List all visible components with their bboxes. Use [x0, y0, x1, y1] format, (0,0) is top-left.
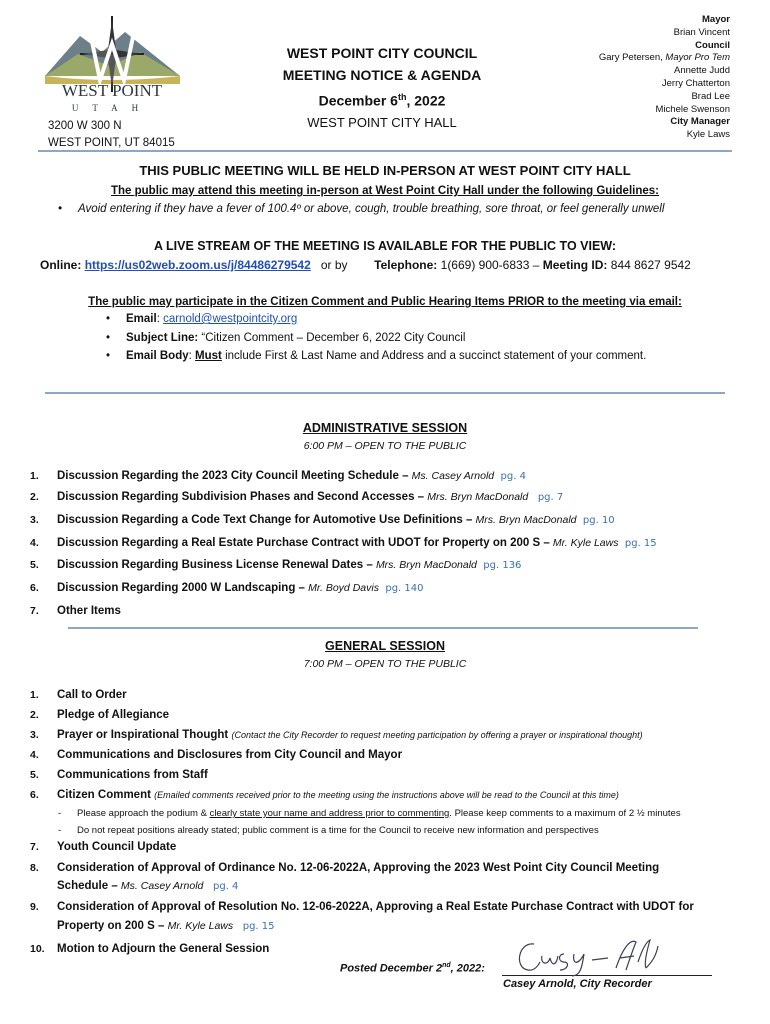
general-item: 5. Communications from Staff: [30, 769, 208, 781]
zoom-link[interactable]: https://us02web.zoom.us/j/84486279542: [84, 258, 311, 272]
general-item: 8. Consideration of Approval of Ordinance No. 12-06-2022A, Approving the 2023 West Point City Council Meeting: [30, 862, 660, 874]
citizen-comment-rule: - Do not repeat positions already stated; public comment is a time for the Council to receive new information and perspectives: [58, 825, 599, 836]
meeting-id: 844 8627 9542: [610, 258, 691, 272]
council-member: Brad Lee: [691, 90, 730, 102]
email-body-line: • Email Body: Must include First & Last Name and Address and a succinct statement of your comment.: [106, 350, 647, 362]
email-subject-line: • Subject Line: “Citizen Comment – December 6, 2022 City Council: [106, 332, 466, 344]
general-item: 1. Call to Order: [30, 689, 127, 701]
title-notice: MEETING NOTICE & AGENDA: [282, 67, 482, 83]
general-item: 2. Pledge of Allegiance: [30, 709, 170, 721]
admin-item: 4. Discussion Regarding a Real Estate Purchase Contract with UDOT for Property on 200 S – Mr. Kyle Laws pg. 15: [30, 537, 657, 549]
admin-divider: [68, 627, 698, 629]
title-council: WEST POINT CITY COUNCIL: [286, 45, 478, 61]
general-item: 9. Consideration of Approval of Resolution No. 12-06-2022A, Approving a Real Estate Purchase Contract with UDOT for: [30, 901, 694, 913]
email-intro: The public may participate in the Citizen Comment and Public Hearing Items PRIOR to the meeting via email:: [88, 296, 682, 308]
council-member: Jerry Chatterton: [661, 77, 730, 89]
general-item-continued: Schedule – Ms. Casey Arnold pg. 4: [57, 880, 239, 892]
meeting-date: December 6th, 2022: [318, 92, 446, 109]
general-session-heading: GENERAL SESSION: [325, 639, 445, 653]
admin-item: 6. Discussion Regarding 2000 W Landscaping – Mr. Boyd Davis pg. 140: [30, 582, 424, 594]
admin-session-heading: ADMINISTRATIVE SESSION: [302, 421, 468, 435]
city-address: [48, 118, 175, 152]
mayor-name: Brian Vincent: [673, 26, 730, 38]
guidelines-intro: The public may attend this meeting in-person at West Point City Hall under the following Guidelines:: [110, 185, 659, 197]
manager-heading: City Manager: [670, 116, 730, 128]
meeting-venue: WEST POINT CITY HALL: [307, 114, 457, 130]
header-divider: [38, 150, 732, 152]
council-heading: Council: [695, 39, 730, 51]
recorder-signature: [512, 932, 662, 980]
address-city: WEST POINT, UT 84015: [48, 137, 175, 149]
admin-item: 3. Discussion Regarding a Code Text Change for Automotive Use Definitions – Mrs. Bryn MacDonald pg. 10: [30, 514, 615, 526]
address-street: 3200 W 300 N: [48, 120, 122, 132]
agenda-title: [262, 42, 502, 134]
west-point-logo: [40, 14, 185, 114]
general-item: 4. Communications and Disclosures from City Council and Mayor: [30, 749, 403, 761]
email-address-line: • Email: carnold@westpointcity.org: [106, 313, 298, 325]
livestream-heading: A LIVE STREAM OF THE MEETING IS AVAILABLE FOR THE PUBLIC TO VIEW:: [153, 239, 617, 253]
general-item: 3. Prayer or Inspirational Thought (Contact the City Recorder to request meeting participation by offering a prayer or inspirational thought): [30, 729, 643, 741]
general-session-time: 7:00 PM – OPEN TO THE PUBLIC: [303, 658, 467, 670]
council-member: Michele Swenson: [655, 103, 730, 115]
general-item: 7. Youth Council Update: [30, 841, 177, 853]
fever-guideline: • Avoid entering if they have a fever of 100.4º or above, cough, trouble breathing, sore throat, or feel generally unwell: [58, 203, 665, 215]
phone-number: 1(669) 900-6833: [440, 258, 530, 272]
general-item: 6. Citizen Comment (Emailed comments received prior to the meeting using the instructions above will be read to the Council at this time): [30, 789, 619, 801]
svg-text:WEST POINT: WEST POINT: [61, 81, 163, 100]
council-member: Annette Judd: [674, 65, 730, 77]
manager-name: Kyle Laws: [686, 129, 730, 141]
in-person-heading: THIS PUBLIC MEETING WILL BE HELD IN-PERSON AT WEST POINT CITY HALL: [139, 163, 631, 178]
livestream-details: Online: https://us02web.zoom.us/j/84486279542 or by Telephone: 1(669) 900-6833 – Meeting ID: 844 8627 9542: [40, 258, 691, 272]
admin-item: 5. Discussion Regarding Business License Renewal Dates – Mrs. Bryn MacDonald pg. 136: [30, 559, 522, 571]
email-link[interactable]: carnold@westpointcity.org: [163, 313, 298, 325]
mayor-heading: Mayor: [702, 14, 730, 25]
admin-session-time: 6:00 PM – OPEN TO THE PUBLIC: [303, 440, 467, 452]
notice-divider: [45, 392, 725, 394]
council-roster: [599, 14, 730, 142]
posted-date: Posted December 2nd, 2022:: [340, 962, 485, 975]
general-item-continued: Property on 200 S – Mr. Kyle Laws pg. 15: [57, 920, 275, 932]
admin-item: 7. Other Items: [30, 605, 121, 617]
admin-item: 2. Discussion Regarding Subdivision Phases and Second Accesses – Mrs. Bryn MacDonald pg. 7: [30, 491, 564, 503]
council-member: Gary Petersen, Mayor Pro Tem: [598, 52, 730, 64]
recorder-name: Casey Arnold, City Recorder: [503, 978, 652, 990]
citizen-comment-rule: - Please approach the podium & clearly state your name and address prior to commenting. Please keep comments to a maximum of 2 ½ minutes: [58, 808, 681, 819]
general-item: 10. Motion to Adjourn the General Session: [30, 943, 270, 955]
svg-text:UTAH: UTAH: [71, 103, 153, 113]
admin-item: 1. Discussion Regarding the 2023 City Council Meeting Schedule – Ms. Casey Arnold pg. 4: [30, 470, 526, 482]
